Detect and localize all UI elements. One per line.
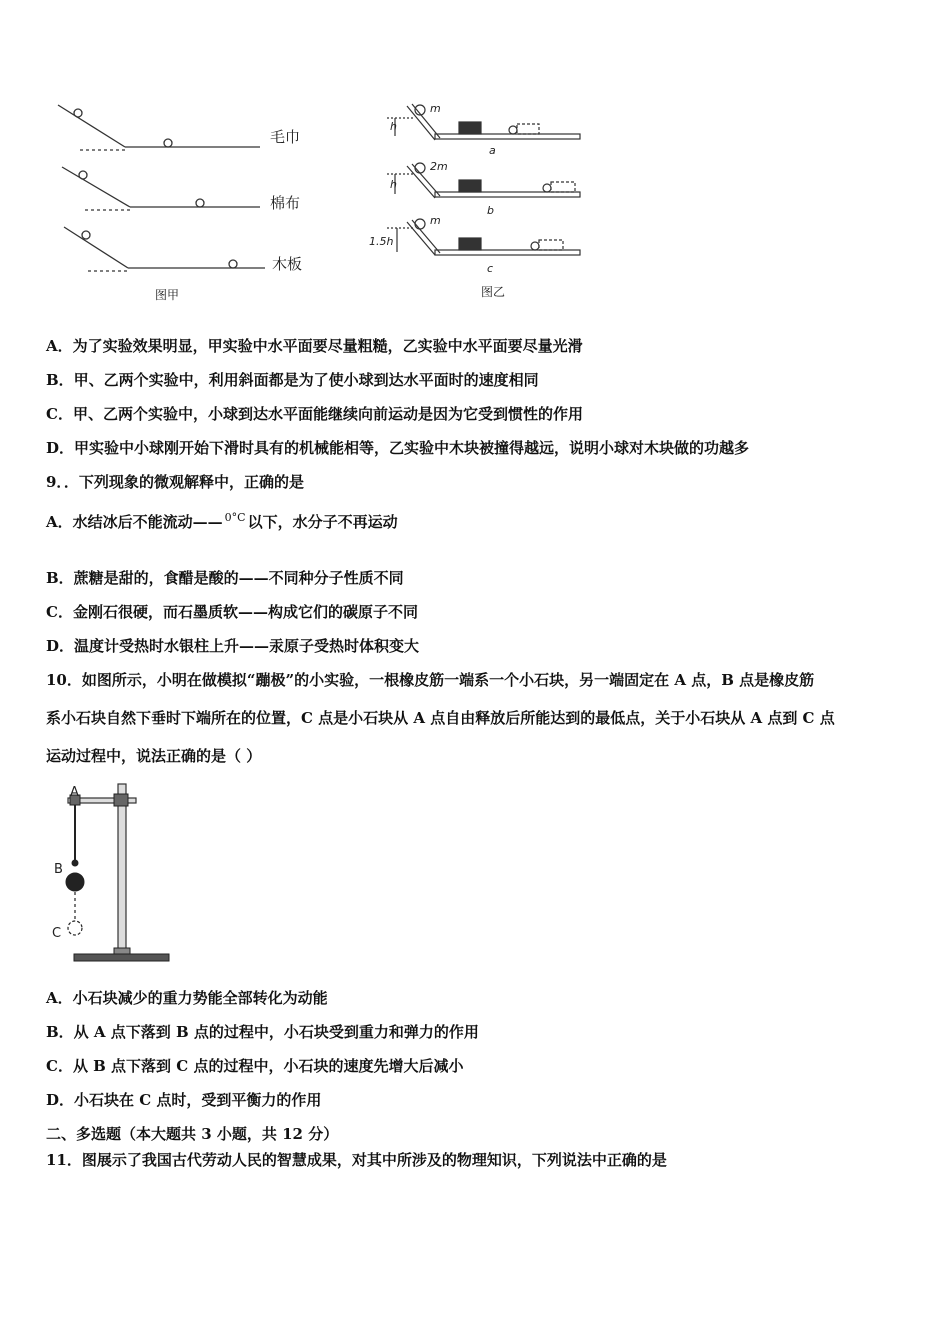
q9-option-a-part1: A．水结冰后不能流动—— (46, 513, 223, 531)
q9-option-d: D．温度计受热时水银柱上升——汞原子受热时体积变大 (46, 637, 420, 655)
ball-icon (229, 260, 237, 268)
q10-option-a: A．小石块减少的重力势能全部转化为动能 (46, 989, 328, 1007)
q10-option-d: D．小石块在 C 点时，受到平衡力的作用 (46, 1091, 322, 1109)
mass-label-c: m (430, 214, 441, 227)
q11-stem: 11．图展示了我国古代劳动人民的智慧成果，对其中所涉及的物理知识，下列说法中正确的是 (46, 1151, 667, 1169)
ball-icon (82, 231, 90, 239)
q10-option-c: C．从 B 点下落到 C 点的过程中，小石块的速度先增大后减小 (46, 1057, 464, 1075)
q10-stem-line2: 系小石块自然下垂时下端所在的位置，C 点是小石块从 A 点自由释放后所能达到的最低点，关于小石块从 A 点到 C 点 (46, 709, 835, 727)
section-2-heading: 二、多选题（本大题共 3 小题，共 12 分） (46, 1125, 339, 1143)
label-point-a: A (70, 785, 79, 800)
ball-icon (164, 139, 172, 147)
figure-caption-yi: 图乙 (481, 285, 506, 299)
q9-option-a (46, 512, 398, 534)
q8-option-c: C．甲、乙两个实验中，小球到达水平面能继续向前运动是因为它受到惯性的作用 (46, 405, 583, 423)
label-point-b: B (54, 862, 63, 877)
surface-label-board: 木板 (272, 255, 303, 273)
stand-base (74, 954, 169, 961)
figure-yi (365, 98, 595, 303)
stone-lowest (68, 921, 82, 935)
q9-stem: 9．．下列现象的微观解释中，正确的是 (46, 473, 304, 491)
q8-option-a: A．为了实验效果明显，甲实验中水平面要尽量粗糙，乙实验中水平面要尽量光滑 (46, 337, 583, 355)
surface-label-cotton: 棉布 (270, 194, 301, 212)
q10-stem-line3: 运动过程中，说法正确的是（ ） (46, 747, 262, 765)
sublabel-a: a (489, 144, 496, 157)
q10-option-b: B．从 A 点下落到 B 点的过程中，小石块受到重力和弹力的作用 (46, 1023, 479, 1041)
ball-icon (196, 199, 204, 207)
ball-icon (79, 171, 87, 179)
stone (66, 873, 84, 891)
q9-option-c: C．金刚石很硬，而石墨质软——构成它们的碳原子不同 (46, 603, 418, 621)
q10-stem-line1: 10．如图所示，小明在做模拟“蹦极”的小实验，一根橡皮筋一端系一个小石块，另一端固定在 A 点，B 点是橡皮筋 (46, 671, 815, 689)
q8-option-b: B．甲、乙两个实验中，利用斜面都是为了使小球到达水平面时的速度相同 (46, 371, 539, 389)
ball-icon (415, 163, 425, 173)
sublabel-b: b (487, 204, 494, 217)
mass-label-b: 2m (430, 160, 448, 173)
height-label-a: h (390, 120, 397, 133)
bungee-figure (48, 780, 178, 970)
height-label-b: h (390, 178, 397, 191)
q8-option-d: D．甲实验中小球刚开始下滑时具有的机械能相等，乙实验中木块被撞得越远，说明小球对木块做的功越多 (46, 439, 750, 457)
ball-icon (415, 219, 425, 229)
q9-option-a-temperature: 0°C (224, 511, 246, 524)
label-point-c: C (52, 926, 62, 941)
sublabel-c: c (487, 262, 494, 275)
ball-icon (74, 109, 82, 117)
height-label-c: 1.5h (369, 235, 394, 248)
q9-option-b: B．蔗糖是甜的，食醋是酸的——不同种分子性质不同 (46, 569, 404, 587)
figure-caption-jia: 图甲 (155, 288, 180, 302)
surface-label-towel: 毛巾 (270, 128, 301, 146)
stand-pole (118, 784, 126, 952)
mass-label-a: m (430, 102, 441, 115)
figure-jia (50, 95, 320, 310)
q9-option-a-part2: 以下，水分子不再运动 (247, 513, 398, 531)
